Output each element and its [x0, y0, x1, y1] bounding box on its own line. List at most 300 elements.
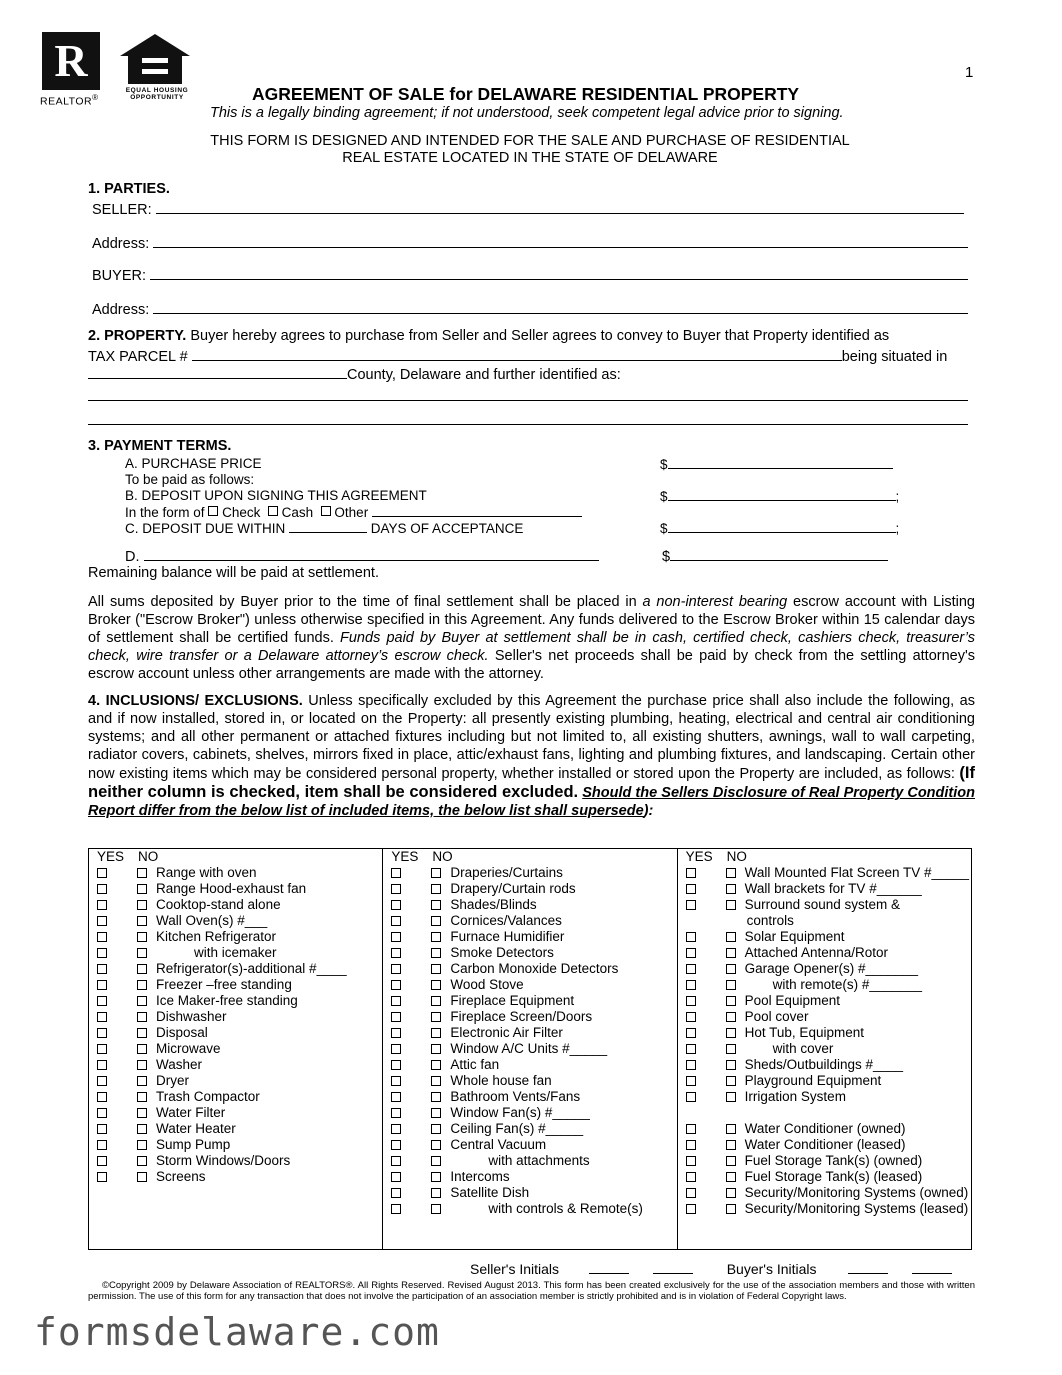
yes-checkbox[interactable]: [97, 868, 107, 878]
inclusion-item: [383, 897, 676, 913]
inclusion-item: [383, 961, 676, 977]
yes-checkbox[interactable]: [686, 900, 696, 910]
yes-checkbox[interactable]: [686, 1140, 696, 1150]
deposit-form-row: In the form of Check Cash Other: [125, 504, 582, 520]
inclusion-item: [383, 1073, 676, 1089]
no-checkbox[interactable]: [431, 964, 441, 974]
yes-checkbox[interactable]: [97, 948, 107, 958]
inclusion-label: Surround sound system &: [744, 897, 900, 912]
no-checkbox[interactable]: [726, 884, 736, 894]
designed-notice: THIS FORM IS DESIGNED AND INTENDED FOR THE SALE AND PURCHASE OF RESIDENTIAL REAL ESTATE LOCATED IN THE STATE OF DELAWARE: [210, 133, 850, 166]
buyer-initials-label: Buyer's Initials: [726, 1261, 817, 1277]
no-checkbox[interactable]: [431, 980, 441, 990]
inclusions-table: [88, 848, 972, 1250]
buyer-address-field[interactable]: [153, 299, 968, 314]
equal-housing-text: EQUAL HOUSING OPPORTUNITY: [125, 87, 189, 101]
item-d-amount-field[interactable]: [670, 547, 888, 561]
inclusion-item: [89, 977, 382, 993]
no-checkbox[interactable]: [726, 1124, 736, 1134]
inclusions-column-3: [677, 849, 971, 1250]
inclusion-label: Water Conditioner (owned): [744, 1121, 906, 1136]
no-checkbox[interactable]: [137, 1076, 147, 1086]
inclusion-item: [678, 1201, 971, 1217]
seller-initials-label: Seller's Initials: [470, 1261, 560, 1277]
no-checkbox[interactable]: [431, 1108, 441, 1118]
no-checkbox[interactable]: [726, 1172, 736, 1182]
inclusion-item: [383, 913, 676, 929]
property-line1: 2. PROPERTY. Buyer hereby agrees to purchase from Seller and Seller agrees to convey to Buyer that Property identified as: [88, 328, 890, 344]
inclusion-label: Electronic Air Filter: [450, 1025, 563, 1040]
yes-checkbox[interactable]: [391, 932, 401, 942]
yes-checkbox[interactable]: [686, 1012, 696, 1022]
inclusion-item: [383, 1185, 676, 1201]
yes-checkbox[interactable]: [97, 1044, 107, 1054]
yes-checkbox[interactable]: [97, 1124, 107, 1134]
yes-checkbox[interactable]: [391, 1156, 401, 1166]
inclusion-label: Irrigation System: [744, 1089, 846, 1104]
buyer-initials-field-2[interactable]: [912, 1273, 952, 1274]
inclusion-item: [383, 929, 676, 945]
yes-checkbox[interactable]: [686, 980, 696, 990]
yes-checkbox[interactable]: [391, 1108, 401, 1118]
yes-checkbox[interactable]: [686, 1124, 696, 1134]
inclusion-label: Cornices/Valances: [450, 913, 562, 928]
inclusion-label: Garage Opener(s) #_______: [744, 961, 919, 976]
column-header: YES NO: [391, 849, 453, 864]
inclusion-label: Washer: [156, 1057, 203, 1072]
yes-checkbox[interactable]: [97, 1076, 107, 1086]
yes-checkbox[interactable]: [391, 1204, 401, 1214]
no-checkbox[interactable]: [137, 1124, 147, 1134]
deposit-due-row: C. DEPOSIT DUE WITHIN DAYS OF ACCEPTANCE: [125, 521, 524, 536]
inclusion-item: [678, 1041, 971, 1057]
inclusion-label: Pool Equipment: [744, 993, 840, 1008]
tax-parcel-row: TAX PARCEL # being situated in: [88, 349, 948, 365]
inclusion-label: Fireplace Screen/Doors: [450, 1009, 593, 1024]
no-checkbox[interactable]: [726, 996, 736, 1006]
yes-checkbox[interactable]: [686, 932, 696, 942]
document-title: AGREEMENT OF SALE for DELAWARE RESIDENTIAL PROPERTY: [252, 84, 800, 104]
no-checkbox[interactable]: [137, 1140, 147, 1150]
no-checkbox[interactable]: [431, 1204, 441, 1214]
inclusion-item: [383, 881, 676, 897]
yes-checkbox[interactable]: [97, 900, 107, 910]
no-checkbox[interactable]: [726, 1156, 736, 1166]
no-checkbox[interactable]: [137, 916, 147, 926]
inclusion-item: [89, 945, 382, 961]
inclusions-column-2: [383, 849, 677, 1250]
yes-checkbox[interactable]: [686, 868, 696, 878]
no-checkbox[interactable]: [726, 964, 736, 974]
inclusion-item: [89, 1057, 382, 1073]
inclusion-label: Whole house fan: [450, 1073, 552, 1088]
inclusion-label: Ceiling Fan(s) #_____: [450, 1121, 584, 1136]
inclusion-item: [678, 1121, 971, 1137]
copyright-notice: ©Copyright 2009 by Delaware Association of REALTORS®. All Rights Reserved. Revised August 2013. This form has been created exclusively for the use of the association members and those with written permission. The use of this form for any transaction that does not involve the participation of an association member is strictly prohibited and is in violation of Federal Copyright laws.: [88, 1280, 975, 1302]
inclusion-label: Cooktop-stand alone: [156, 897, 281, 912]
yes-checkbox[interactable]: [97, 1156, 107, 1166]
inclusion-item: [89, 1153, 382, 1169]
no-checkbox[interactable]: [431, 1028, 441, 1038]
inclusion-label: Range Hood-exhaust fan: [156, 881, 307, 896]
yes-checkbox[interactable]: [391, 996, 401, 1006]
realtor-r-icon: R: [54, 35, 88, 86]
inclusion-label: Attic fan: [450, 1057, 500, 1072]
inclusion-item: [89, 1105, 382, 1121]
yes-checkbox[interactable]: [686, 884, 696, 894]
yes-checkbox[interactable]: [391, 1012, 401, 1022]
inclusion-item: [89, 897, 382, 913]
yes-checkbox[interactable]: [686, 964, 696, 974]
inclusion-item: [678, 881, 971, 897]
no-checkbox[interactable]: [137, 1092, 147, 1102]
no-checkbox[interactable]: [726, 1060, 736, 1070]
no-checkbox[interactable]: [431, 1188, 441, 1198]
inclusion-item: [678, 913, 971, 929]
no-checkbox[interactable]: [726, 868, 736, 878]
yes-checkbox[interactable]: [686, 1092, 696, 1102]
inclusion-label: Water Conditioner (leased): [744, 1137, 906, 1152]
yes-checkbox[interactable]: [686, 1156, 696, 1166]
property-desc-line-2[interactable]: [88, 424, 968, 425]
seller-label: SELLER:: [92, 202, 152, 218]
inclusion-item: [383, 1169, 676, 1185]
seller-initials-field-1[interactable]: [589, 1273, 629, 1274]
inclusion-item: [383, 865, 676, 881]
yes-checkbox[interactable]: [97, 980, 107, 990]
inclusion-label: Bathroom Vents/Fans: [450, 1089, 581, 1104]
property-heading: 2. PROPERTY.: [88, 328, 187, 344]
inclusion-label: Range with oven: [156, 865, 257, 880]
no-checkbox[interactable]: [137, 980, 147, 990]
inclusion-label: Furnace Humidifier: [450, 929, 565, 944]
yes-checkbox[interactable]: [391, 1140, 401, 1150]
yes-checkbox[interactable]: [391, 1188, 401, 1198]
other-checkbox[interactable]: [321, 506, 331, 516]
yes-checkbox[interactable]: [391, 900, 401, 910]
yes-checkbox[interactable]: [391, 1044, 401, 1054]
no-checkbox[interactable]: [726, 980, 736, 990]
yes-checkbox[interactable]: [686, 1076, 696, 1086]
inclusion-label: Central Vacuum: [450, 1137, 547, 1152]
inclusion-label: Shades/Blinds: [450, 897, 537, 912]
buyer-address-row: [92, 299, 977, 318]
inclusion-label: Pool cover: [744, 1009, 809, 1024]
inclusion-label: Microwave: [156, 1041, 221, 1056]
no-checkbox[interactable]: [726, 1076, 736, 1086]
escrow-paragraph: All sums deposited by Buyer prior to the time of final settlement shall be placed in a non-interest bearing escrow account with Listing Broker ("Escrow Broker") unless otherwise specified in this Agreement. Any funds delivered to the Escrow Broker within 15 calendar days of settlement shall be certified funds. Funds paid by Buyer at settlement shall be in cash, certified check, cashiers check, treasurer’s check, wire transfer or a Delaware attorney’s escrow check. Seller's net proceeds shall be paid by check from the settling attorney's escrow account unless other arrangements are made with the attorney.: [88, 594, 976, 682]
buyer-initials-field-1[interactable]: [848, 1273, 888, 1274]
no-checkbox[interactable]: [431, 932, 441, 942]
inclusion-label: controls: [746, 913, 794, 928]
inclusion-label: Water Heater: [156, 1121, 236, 1136]
no-checkbox[interactable]: [726, 1044, 736, 1054]
inclusion-label: with icemaker: [194, 945, 277, 960]
cash-checkbox[interactable]: [268, 506, 278, 516]
no-checkbox[interactable]: [431, 916, 441, 926]
inclusion-label: Dryer: [156, 1073, 189, 1088]
no-checkbox[interactable]: [431, 1092, 441, 1102]
check-checkbox[interactable]: [208, 506, 218, 516]
other-field[interactable]: [372, 504, 582, 517]
seller-field[interactable]: [156, 199, 964, 214]
no-checkbox[interactable]: [726, 932, 736, 942]
yes-checkbox[interactable]: [97, 932, 107, 942]
inclusion-label: with controls & Remote(s): [488, 1201, 643, 1216]
inclusions-column-1: [89, 849, 383, 1250]
inclusion-label: with remote(s) #_______: [772, 977, 922, 992]
column-header: YES NO: [685, 849, 747, 864]
item-d-row: D.: [125, 547, 599, 565]
no-checkbox[interactable]: [726, 948, 736, 958]
inclusion-label: Screens: [156, 1169, 206, 1184]
inclusion-label: Kitchen Refrigerator: [156, 929, 277, 944]
yes-checkbox[interactable]: [391, 1028, 401, 1038]
yes-checkbox[interactable]: [391, 964, 401, 974]
inclusion-item: [678, 1009, 971, 1025]
yes-checkbox[interactable]: [686, 1060, 696, 1070]
inclusion-item: [383, 1105, 676, 1121]
no-checkbox[interactable]: [431, 1012, 441, 1022]
no-checkbox[interactable]: [726, 1140, 736, 1150]
no-checkbox[interactable]: [726, 1188, 736, 1198]
property-desc-line-1[interactable]: [88, 400, 968, 401]
yes-checkbox[interactable]: [686, 1044, 696, 1054]
yes-checkbox[interactable]: [391, 1060, 401, 1070]
inclusion-item: [383, 1121, 676, 1137]
purchase-price-row: $: [660, 456, 893, 472]
no-checkbox[interactable]: [431, 868, 441, 878]
yes-checkbox[interactable]: [686, 996, 696, 1006]
no-checkbox[interactable]: [431, 948, 441, 958]
inclusion-item: [678, 897, 971, 913]
deposit-due-field[interactable]: [668, 520, 896, 533]
inclusion-item: [678, 1137, 971, 1153]
inclusion-item: [89, 1169, 382, 1185]
no-checkbox[interactable]: [431, 900, 441, 910]
inclusion-label: Wall Oven(s) #___: [156, 913, 268, 928]
inclusion-label: Drapery/Curtain rods: [450, 881, 576, 896]
inclusion-label: with cover: [772, 1041, 834, 1056]
inclusion-item: [678, 865, 971, 881]
inclusion-label: Freezer –free standing: [156, 977, 292, 992]
no-checkbox[interactable]: [726, 1028, 736, 1038]
inclusion-item: [383, 1041, 676, 1057]
payment-heading: 3. PAYMENT TERMS.: [88, 438, 232, 454]
county-row: County, Delaware and further identified as:: [88, 365, 978, 383]
no-checkbox[interactable]: [431, 1044, 441, 1054]
no-checkbox[interactable]: [137, 996, 147, 1006]
inclusion-label: Disposal: [156, 1025, 208, 1040]
inclusion-item: [383, 1137, 676, 1153]
buyer-row: [92, 265, 977, 284]
inclusion-item: [678, 1105, 971, 1121]
no-checkbox[interactable]: [726, 1012, 736, 1022]
tax-parcel-field[interactable]: [192, 347, 842, 361]
buyer-address-label: Address:: [92, 302, 150, 318]
inclusion-label: Window A/C Units #_____: [450, 1041, 608, 1056]
realtor-logo: [42, 32, 100, 90]
inclusion-item: [678, 977, 971, 993]
yes-checkbox[interactable]: [391, 1124, 401, 1134]
inclusion-label: Wood Stove: [450, 977, 524, 992]
inclusion-item: [89, 1041, 382, 1057]
column-header: YES NO: [97, 849, 159, 864]
inclusion-label: Ice Maker-free standing: [156, 993, 298, 1008]
deposit-due-amount-row: $ ;: [660, 521, 900, 536]
item-d-field[interactable]: [144, 547, 599, 561]
no-checkbox[interactable]: [431, 996, 441, 1006]
inclusion-item: [89, 1121, 382, 1137]
inclusion-item: [89, 881, 382, 897]
inclusion-item: [383, 1025, 676, 1041]
inclusion-label: Sheds/Outbuildings #____: [744, 1057, 904, 1072]
inclusion-label: Solar Equipment: [744, 929, 845, 944]
inclusion-label: Attached Antenna/Rotor: [744, 945, 889, 960]
no-checkbox[interactable]: [137, 1012, 147, 1022]
house-equal-icon: [118, 32, 192, 84]
inclusion-item: [678, 1089, 971, 1105]
yes-checkbox[interactable]: [391, 1172, 401, 1182]
yes-checkbox[interactable]: [391, 868, 401, 878]
column-2-items: [383, 865, 676, 1217]
yes-checkbox[interactable]: [686, 1204, 696, 1214]
inclusion-label: Smoke Detectors: [450, 945, 554, 960]
yes-checkbox[interactable]: [97, 916, 107, 926]
seller-initials-field-2[interactable]: [653, 1273, 693, 1274]
seller-address-field[interactable]: [153, 233, 968, 248]
paid-as-label: To be paid as follows:: [125, 472, 255, 487]
yes-checkbox[interactable]: [686, 1028, 696, 1038]
yes-checkbox[interactable]: [686, 1172, 696, 1182]
yes-checkbox[interactable]: [391, 884, 401, 894]
inclusion-label: Wall Mounted Flat Screen TV #_____: [744, 865, 970, 880]
inclusion-item: [383, 1057, 676, 1073]
inclusion-item: [678, 945, 971, 961]
initials-row: [470, 1261, 952, 1277]
no-checkbox[interactable]: [431, 884, 441, 894]
parties-heading: 1. PARTIES.: [88, 181, 170, 197]
inclusions-heading: 4. INCLUSIONS/ EXCLUSIONS.: [88, 693, 303, 709]
yes-checkbox[interactable]: [97, 1172, 107, 1182]
inclusion-item: [89, 913, 382, 929]
yes-checkbox[interactable]: [686, 1188, 696, 1198]
yes-checkbox[interactable]: [97, 1108, 107, 1118]
no-checkbox[interactable]: [431, 1172, 441, 1182]
inclusion-item: [89, 1089, 382, 1105]
yes-checkbox[interactable]: [97, 1140, 107, 1150]
inclusion-item: [678, 993, 971, 1009]
yes-checkbox[interactable]: [391, 1076, 401, 1086]
yes-checkbox[interactable]: [391, 980, 401, 990]
yes-checkbox[interactable]: [97, 884, 107, 894]
inclusion-label: Security/Monitoring Systems (leased): [744, 1201, 969, 1216]
yes-checkbox[interactable]: [97, 964, 107, 974]
no-checkbox[interactable]: [431, 1140, 441, 1150]
inclusion-label: Satellite Dish: [450, 1185, 530, 1200]
no-checkbox[interactable]: [137, 884, 147, 894]
inclusion-label: Wall brackets for TV #______: [744, 881, 922, 896]
inclusion-item: [89, 929, 382, 945]
no-checkbox[interactable]: [137, 1172, 147, 1182]
inclusion-label: Security/Monitoring Systems (owned): [744, 1185, 969, 1200]
no-checkbox[interactable]: [137, 1108, 147, 1118]
yes-checkbox[interactable]: [97, 1092, 107, 1102]
yes-checkbox[interactable]: [97, 1060, 107, 1070]
inclusion-item: [678, 1169, 971, 1185]
inclusion-item: [89, 1025, 382, 1041]
item-d-amount-row: $: [662, 547, 888, 565]
inclusion-item: [678, 1153, 971, 1169]
county-field[interactable]: [88, 365, 347, 379]
inclusion-item: [383, 1009, 676, 1025]
realtor-logo-text: REALTOR®: [40, 93, 99, 108]
no-checkbox[interactable]: [137, 900, 147, 910]
yes-checkbox[interactable]: [391, 916, 401, 926]
yes-checkbox[interactable]: [97, 1028, 107, 1038]
yes-checkbox[interactable]: [97, 996, 107, 1006]
no-checkbox[interactable]: [431, 1156, 441, 1166]
no-checkbox[interactable]: [726, 1092, 736, 1102]
inclusion-item: [383, 1201, 676, 1217]
no-checkbox[interactable]: [726, 900, 736, 910]
buyer-field[interactable]: [150, 265, 968, 280]
inclusion-label: Dishwasher: [156, 1009, 227, 1024]
no-checkbox[interactable]: [137, 932, 147, 942]
inclusion-item: [89, 1137, 382, 1153]
no-checkbox[interactable]: [137, 964, 147, 974]
seller-address-row: [92, 233, 977, 252]
inclusion-item: [89, 1073, 382, 1089]
inclusion-item: [678, 1025, 971, 1041]
no-checkbox[interactable]: [137, 868, 147, 878]
inclusion-item: [678, 961, 971, 977]
column-3-items: [678, 865, 971, 1217]
no-checkbox[interactable]: [431, 1060, 441, 1070]
purchase-price-field[interactable]: [668, 456, 893, 469]
no-checkbox[interactable]: [726, 1204, 736, 1214]
purchase-price-label: A. PURCHASE PRICE: [125, 456, 262, 471]
yes-checkbox[interactable]: [391, 1092, 401, 1102]
yes-checkbox[interactable]: [97, 1012, 107, 1022]
no-checkbox[interactable]: [137, 1060, 147, 1070]
deposit-signing-field[interactable]: [668, 488, 896, 501]
inclusion-label: Storm Windows/Doors: [156, 1153, 291, 1168]
inclusion-label: Water Filter: [156, 1105, 226, 1120]
inclusion-item: [89, 1009, 382, 1025]
deposit-days-field[interactable]: [289, 520, 367, 533]
page-number: 1: [965, 64, 974, 81]
no-checkbox[interactable]: [137, 948, 147, 958]
no-checkbox[interactable]: [431, 1076, 441, 1086]
no-checkbox[interactable]: [431, 1124, 441, 1134]
inclusion-label: Refrigerator(s)-additional #____: [156, 961, 347, 976]
inclusion-item: [89, 961, 382, 977]
deposit-signing-label: B. DEPOSIT UPON SIGNING THIS AGREEMENT: [125, 488, 427, 503]
yes-checkbox[interactable]: [686, 948, 696, 958]
no-checkbox[interactable]: [137, 1156, 147, 1166]
inclusion-item: [678, 929, 971, 945]
inclusion-label: Sump Pump: [156, 1137, 231, 1152]
yes-checkbox[interactable]: [391, 948, 401, 958]
inclusion-label: Draperies/Curtains: [450, 865, 563, 880]
inclusion-item: [383, 1089, 676, 1105]
inclusion-label: Fuel Storage Tank(s) (owned): [744, 1153, 923, 1168]
no-checkbox[interactable]: [137, 1044, 147, 1054]
inclusion-label: Window Fan(s) #_____: [450, 1105, 590, 1120]
no-checkbox[interactable]: [137, 1028, 147, 1038]
inclusions-paragraph: 4. INCLUSIONS/ EXCLUSIONS. Unless specifically excluded by this Agreement the purchase price shall also include the following, as and if now installed, stored in, or located on the Property: all presently existing plumbing, heating, electrical and central air conditioning systems; and all other permanent or attached fixtures including but not limited to, all existing shutters, awnings, wall to wall carpeting, radiator covers, cabinets, shelves, mirrors fixed in place, attic/exhaust fans, lighting and plumbing fixtures, and landscaping. Certain other now existing items which may be considered personal property, whether installed or stored upon the Property are included, as follows: (If neither column is checked, item shall be considered excluded. Should the Sellers Disclosure of Real Property Condition Report differ from the below list of included items, the below list shall supersede):: [88, 693, 975, 819]
